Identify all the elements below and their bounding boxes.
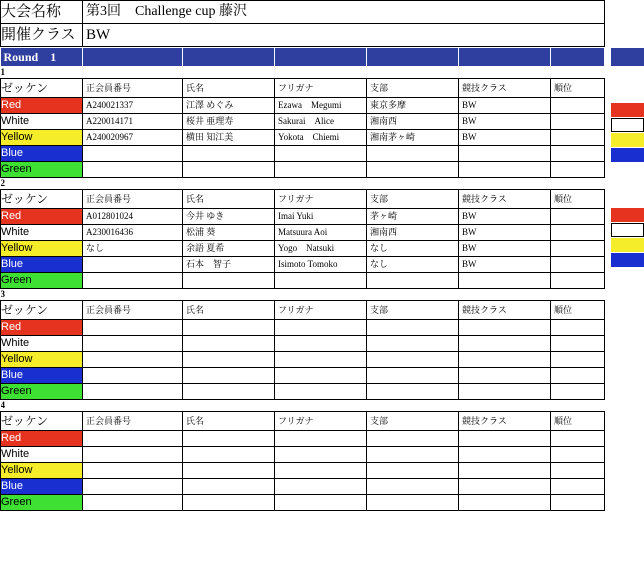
heat-separator-row [1,400,605,412]
competitor-row [1,273,605,289]
cell-branch[interactable]: なし [367,257,459,273]
cell-branch[interactable] [367,479,459,495]
cell-kana[interactable] [275,336,367,352]
cell-member-no[interactable] [83,447,183,463]
cell-comp-class[interactable]: BW [459,130,551,146]
cell-kana[interactable]: Ezawa Megumi [275,98,367,114]
cell-comp-class[interactable]: BW [459,209,551,225]
cell-name[interactable]: 江澤 めぐみ [183,98,275,114]
cell-name[interactable] [183,463,275,479]
cell-name[interactable]: 松浦 葵 [183,225,275,241]
header-name[interactable]: 氏名 [183,79,275,98]
bib-color-red[interactable]: Red [1,431,83,447]
cell-rank[interactable] [551,368,605,384]
heat-number[interactable]: 4 [1,400,83,412]
cell-comp-class[interactable] [459,336,551,352]
header-member-no[interactable]: 正会員番号 [83,301,183,320]
cell-comp-class[interactable]: BW [459,241,551,257]
bib-color-white[interactable]: White [1,114,83,130]
cell-rank[interactable] [551,384,605,400]
cell-branch[interactable] [367,336,459,352]
cell-kana[interactable] [275,273,367,289]
cell-comp-class[interactable] [459,495,551,511]
competitor-row [1,130,605,146]
competitor-row [1,384,605,400]
cell-member-no[interactable]: なし [83,241,183,257]
cell-member-no[interactable] [83,336,183,352]
cell-name[interactable]: 石本 智子 [183,257,275,273]
cell-branch[interactable] [367,463,459,479]
cell-comp-class[interactable] [459,146,551,162]
cell-comp-class[interactable] [459,352,551,368]
header-kana[interactable]: フリガナ [275,79,367,98]
header-branch[interactable]: 支部 [367,412,459,431]
cell-rank[interactable] [551,463,605,479]
header-comp-class[interactable]: 競技クラス [459,190,551,209]
header-rank[interactable]: 順位 [551,301,605,320]
competitor-row [1,431,605,447]
header-branch[interactable]: 支部 [367,79,459,98]
header-name[interactable]: 氏名 [183,412,275,431]
cell-name[interactable]: 横田 知江美 [183,130,275,146]
edge-yellow [611,133,644,147]
heat-header-row [1,412,605,431]
header-rank[interactable]: 順位 [551,412,605,431]
cell-kana[interactable]: Yogo Natsuki [275,241,367,257]
cell-branch[interactable] [367,146,459,162]
cell-member-no[interactable]: A012801024 [83,209,183,225]
cell-kana[interactable]: Isimoto Tomoko [275,257,367,273]
cell-rank[interactable] [551,273,605,289]
heat-separator-row [1,289,605,301]
competitor-row [1,352,605,368]
cell-rank[interactable] [551,146,605,162]
cell-kana[interactable] [275,146,367,162]
cell-name[interactable] [183,162,275,178]
cell-comp-class[interactable] [459,431,551,447]
competitor-row [1,98,605,114]
cell-member-no[interactable] [83,257,183,273]
cell-kana[interactable] [275,463,367,479]
header-comp-class[interactable]: 競技クラス [459,412,551,431]
heat-separator-row [1,67,605,79]
cell-rank[interactable] [551,447,605,463]
cell-branch[interactable] [367,447,459,463]
cell-name[interactable] [183,273,275,289]
competitor-row [1,209,605,225]
edge-red [611,103,644,117]
heat-number[interactable]: 2 [1,178,83,190]
header-branch[interactable]: 支部 [367,301,459,320]
cell-branch[interactable]: 湘南西 [367,225,459,241]
edge-yellow-2 [611,238,644,252]
cell-kana[interactable] [275,352,367,368]
competitor-row [1,241,605,257]
cell-kana[interactable] [275,162,367,178]
header-member-no[interactable]: 正会員番号 [83,79,183,98]
header-kana[interactable]: フリガナ [275,412,367,431]
bib-header[interactable]: ゼッケン [1,412,83,431]
bib-color-blue[interactable]: Blue [1,146,83,162]
cell-kana[interactable]: Matsuura Aoi [275,225,367,241]
cell-kana[interactable]: Imai Yuki [275,209,367,225]
competitor-row [1,447,605,463]
cell-kana[interactable] [275,495,367,511]
cell-name[interactable] [183,479,275,495]
heat-header-row [1,79,605,98]
cell-comp-class[interactable] [459,384,551,400]
cell-rank[interactable] [551,98,605,114]
cell-rank[interactable] [551,209,605,225]
competitor-row [1,162,605,178]
cell-member-no[interactable] [83,384,183,400]
header-kana[interactable]: フリガナ [275,190,367,209]
edge-red-2 [611,208,644,222]
bib-color-blue[interactable]: Blue [1,479,83,495]
cell-kana[interactable]: Yokota Chiemi [275,130,367,146]
cell-name[interactable] [183,320,275,336]
bib-color-white[interactable]: White [1,225,83,241]
cell-name[interactable] [183,447,275,463]
competitor-row [1,479,605,495]
cell-branch[interactable] [367,352,459,368]
header-comp-class[interactable]: 競技クラス [459,79,551,98]
edge-blue-2 [611,253,644,267]
cell-member-no[interactable]: A240021337 [83,98,183,114]
cell-comp-class[interactable]: BW [459,225,551,241]
cell-member-no[interactable] [83,463,183,479]
cell-name[interactable] [183,336,275,352]
event-name-label[interactable]: 大会名称 [1,1,83,24]
cell-name[interactable] [183,352,275,368]
bib-color-green[interactable]: Green [1,384,83,400]
cell-kana[interactable] [275,320,367,336]
bib-header[interactable]: ゼッケン [1,301,83,320]
round-header-row [1,48,605,67]
cell-member-no[interactable] [83,162,183,178]
cell-name[interactable] [183,431,275,447]
competitor-row [1,495,605,511]
competitor-row [1,146,605,162]
competitor-row [1,225,605,241]
cell-name[interactable] [183,368,275,384]
bib-color-blue[interactable]: Blue [1,368,83,384]
event-name-cell[interactable]: 第3回 Challenge cup 藤沢 [83,1,605,24]
cell-rank[interactable] [551,130,605,146]
cell-member-no[interactable]: A230016436 [83,225,183,241]
bib-color-green[interactable]: Green [1,495,83,511]
class-value-cell[interactable]: BW [83,24,605,47]
cell-comp-class[interactable] [459,447,551,463]
bib-header[interactable]: ゼッケン [1,190,83,209]
cell-branch[interactable] [367,273,459,289]
bib-color-red[interactable]: Red [1,98,83,114]
cell-comp-class[interactable] [459,479,551,495]
cell-rank[interactable] [551,114,605,130]
cell-kana[interactable] [275,368,367,384]
cell-branch[interactable] [367,384,459,400]
cell-kana[interactable]: Sakurai Alice [275,114,367,130]
header-rank[interactable]: 順位 [551,79,605,98]
cell-rank[interactable] [551,225,605,241]
cell-kana[interactable] [275,479,367,495]
cell-member-no[interactable] [83,368,183,384]
bib-color-green[interactable]: Green [1,162,83,178]
competitor-row [1,463,605,479]
heat-separator-row [1,178,605,190]
cell-member-no[interactable] [83,479,183,495]
cell-branch[interactable]: 東京多摩 [367,98,459,114]
cell-rank[interactable] [551,479,605,495]
header-name[interactable]: 氏名 [183,190,275,209]
cell-member-no[interactable] [83,146,183,162]
heat-number[interactable]: 3 [1,289,83,301]
cell-comp-class[interactable] [459,162,551,178]
round-label[interactable]: Round 1 [1,48,83,67]
cell-comp-class[interactable] [459,463,551,479]
cell-comp-class[interactable]: BW [459,98,551,114]
competitor-row [1,114,605,130]
competitor-row [1,320,605,336]
cell-kana[interactable] [275,431,367,447]
cell-member-no[interactable] [83,431,183,447]
cell-name[interactable]: 今井 ゆき [183,209,275,225]
cell-rank[interactable] [551,241,605,257]
bib-color-blue[interactable]: Blue [1,257,83,273]
cell-rank[interactable] [551,320,605,336]
class-label[interactable]: 開催クラス [1,24,83,47]
cell-member-no[interactable] [83,495,183,511]
header-member-no[interactable]: 正会員番号 [83,412,183,431]
header-kana[interactable]: フリガナ [275,301,367,320]
cell-rank[interactable] [551,495,605,511]
header-name[interactable]: 氏名 [183,301,275,320]
bib-color-yellow[interactable]: Yellow [1,241,83,257]
heat-header-row [1,190,605,209]
competitor-row [1,257,605,273]
edge-round-bar [611,48,644,66]
cell-branch[interactable] [367,320,459,336]
cell-name[interactable]: 余語 夏希 [183,241,275,257]
cell-branch[interactable]: 湘南西 [367,114,459,130]
cell-branch[interactable]: 湘南茅ヶ崎 [367,130,459,146]
bib-color-yellow[interactable]: Yellow [1,352,83,368]
cell-member-no[interactable] [83,273,183,289]
cell-rank[interactable] [551,352,605,368]
edge-blue [611,148,644,162]
cell-branch[interactable] [367,162,459,178]
cell-member-no[interactable]: A220014171 [83,114,183,130]
cell-branch[interactable]: なし [367,241,459,257]
cell-member-no[interactable] [83,352,183,368]
cell-name[interactable] [183,146,275,162]
edge-white-2 [611,223,644,237]
cell-branch[interactable] [367,368,459,384]
cell-member-no[interactable] [83,320,183,336]
cell-rank[interactable] [551,162,605,178]
heat-number[interactable]: 1 [1,67,83,79]
cell-name[interactable] [183,495,275,511]
bib-header[interactable]: ゼッケン [1,79,83,98]
edge-white [611,118,644,132]
competitor-row [1,368,605,384]
cell-rank[interactable] [551,257,605,273]
cell-comp-class[interactable] [459,368,551,384]
bib-color-yellow[interactable]: Yellow [1,130,83,146]
cell-comp-class[interactable]: BW [459,114,551,130]
header-branch[interactable]: 支部 [367,190,459,209]
bib-color-green[interactable]: Green [1,273,83,289]
cell-name[interactable] [183,384,275,400]
cell-member-no[interactable]: A240020967 [83,130,183,146]
cell-rank[interactable] [551,431,605,447]
cell-comp-class[interactable] [459,320,551,336]
bib-color-white[interactable]: White [1,447,83,463]
cell-branch[interactable] [367,431,459,447]
heat-table [0,47,605,511]
cell-kana[interactable] [275,384,367,400]
header-member-no[interactable]: 正会員番号 [83,190,183,209]
bib-color-red[interactable]: Red [1,209,83,225]
bib-color-red[interactable]: Red [1,320,83,336]
header-rank[interactable]: 順位 [551,190,605,209]
header-comp-class[interactable]: 競技クラス [459,301,551,320]
competitor-row [1,336,605,352]
cell-kana[interactable] [275,447,367,463]
event-info-table [0,0,605,47]
bib-color-white[interactable]: White [1,336,83,352]
bib-color-yellow[interactable]: Yellow [1,463,83,479]
heat-header-row [1,301,605,320]
cell-comp-class[interactable] [459,273,551,289]
cell-rank[interactable] [551,336,605,352]
cell-branch[interactable]: 茅ヶ崎 [367,209,459,225]
cell-branch[interactable] [367,495,459,511]
cell-comp-class[interactable]: BW [459,257,551,273]
cell-name[interactable]: 桜井 亜理寿 [183,114,275,130]
